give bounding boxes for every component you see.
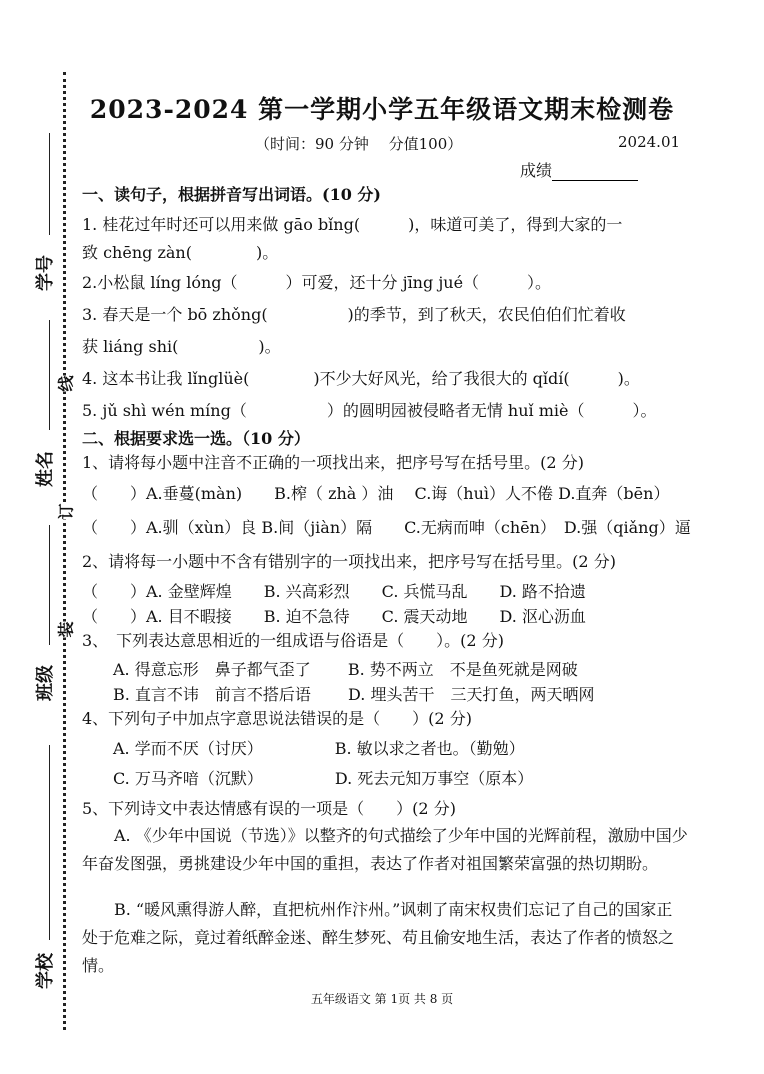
score-blank[interactable] [552, 166, 638, 181]
binding-dotted-line [63, 72, 66, 1030]
exam-time-score: （时间：90 分钟 分值100） [255, 135, 463, 153]
s1-line-5: 获 liáng shi( )。 [82, 337, 281, 356]
s1-line-1: 1. 桂花过年时还可以用来做 gāo bǐng( )，味道可美了，得到大家的一 [82, 215, 623, 234]
s2-q3-row-b: B. 直言不讳 前言不搭后语 D. 埋头苦干 三天打鱼，两天晒网 [113, 685, 595, 704]
name-label: 姓名 [35, 451, 56, 487]
section1-heading: 一、读句子，根据拼音写出词语。(10 分) [82, 185, 381, 204]
school-label: 学校 [35, 953, 56, 989]
page-footer: 五年级语文 第 1页 共 8 页 [310, 992, 454, 1006]
s2-q4-row-b: C. 万马齐喑（沉默） D. 死去元知万事空（原本） [113, 769, 534, 788]
section2-heading: 二、根据要求选一选。（10 分） [82, 429, 310, 448]
s2-q3: 3、 下列表达意思相近的一组成语与俗语是（ ）。(2 分) [82, 631, 504, 650]
exam-date: 2024.01 [618, 133, 681, 151]
exam-title: 2023-2024 第一学期小学五年级语文期末检测卷 [89, 95, 675, 124]
score-label: 成绩 [520, 161, 553, 180]
s2-q5-option-b: B. “暖风熏得游人醉，直把杭州作汴州。”讽刺了南宋权贵们忘记了自己的国家正处于危难之际，竟过着纸醉金迷、醉生梦死、苟且偷安地生活，表达了作者的愤怒之情。 [82, 900, 675, 975]
s1-line-7: 5. jǔ shì wén míng（ ）的圆明园被侵略者无情 huǐ miè（ ）。 [82, 401, 657, 420]
s2-q1-row-b: （ ）A.驯（xùn）良 B.间（jiàn）隔 C.无病而呻（chēn） D.强（qiǎng）逼 [82, 518, 691, 537]
s2-q2-row-a: （ ）A. 金壁辉煌 B. 兴高彩烈 C. 兵慌马乱 D. 路不拾遗 [82, 582, 586, 601]
binding-char-xian: 线 [54, 375, 77, 391]
s1-line-2: 致 chēng zàn( )。 [82, 243, 279, 262]
binding-char-zhuang: 装 [54, 621, 77, 637]
name-blank [49, 320, 50, 430]
school-blank [49, 745, 50, 940]
s2-q2: 2、请将每一小题中不含有错别字的一项找出来，把序号写在括号里。(2 分) [82, 552, 616, 571]
student-id-label: 学号 [35, 255, 56, 291]
s2-q4: 4、下列句子中加点字意思说法错误的是（ ）(2 分) [82, 709, 472, 728]
s2-q4-row-a: A. 学而不厌（讨厌） B. 敏以求之者也。（勤勉） [113, 739, 525, 758]
class-label: 班级 [35, 665, 56, 701]
s2-q3-row-a: A. 得意忘形 鼻子都气歪了 B. 势不两立 不是鱼死就是网破 [113, 660, 578, 679]
binding-char-ding: 订 [54, 503, 77, 519]
s1-line-4: 3. 春天是一个 bō zhǒng( )的季节，到了秋天，农民伯伯们忙着收 [82, 305, 626, 324]
student-id-blank [49, 133, 50, 235]
class-blank [49, 525, 50, 645]
score-field[interactable] [520, 158, 638, 181]
s2-q1: 1、请将每小题中注音不正确的一项找出来，把序号写在括号里。(2 分) [82, 453, 584, 472]
s2-q2-row-b: （ ）A. 目不暇接 B. 迫不急待 C. 震天动地 D. 沤心沥血 [82, 607, 586, 626]
s2-q1-row-a: （ ）A.垂蔓(màn) B.榨（ zhà ）油 C.诲（huì）人不倦 D.直奔（bēn） [82, 484, 670, 503]
s1-line-6: 4. 这本书让我 lǐnglüè( )不少大好风光，给了我很大的 qǐdí( )。 [82, 369, 640, 388]
s2-q5: 5、下列诗文中表达情感有误的一项是（ ）(2 分) [82, 799, 456, 818]
s1-line-3: 2.小松鼠 líng lóng（ ）可爱，还十分 jīng jué（ ）。 [82, 273, 552, 292]
s2-q5-option-a: A. 《少年中国说（节选）》以整齐的句式描绘了少年中国的光辉前程，激励中国少年奋发图强，勇挑建设少年中国的重担，表达了作者对祖国繁荣富强的热切期盼。 [82, 826, 688, 873]
